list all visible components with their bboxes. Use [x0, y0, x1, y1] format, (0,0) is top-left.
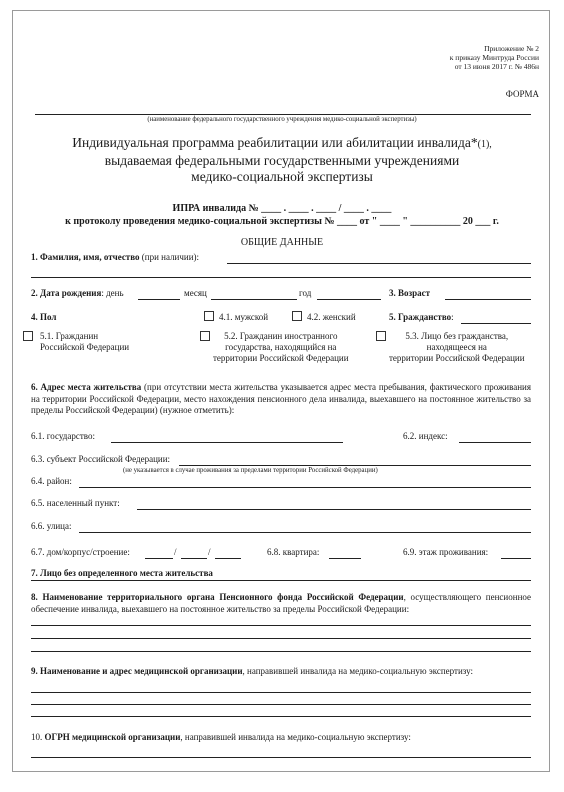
form-label: ФОРМА [505, 89, 539, 99]
region-caption: (не указывается в случае проживания за пределами территории Российской Федерации) [123, 467, 378, 474]
medical-org-field-1[interactable] [31, 692, 531, 693]
institution-line[interactable] [35, 114, 531, 115]
apartment-field[interactable] [329, 558, 361, 559]
birth-year-label: год [299, 288, 312, 298]
ipra-number: ИПРА инвалида № ____ . ____ . ____ / ____ . ____ [172, 203, 392, 214]
citizen-rf-checkbox[interactable] [23, 331, 33, 341]
stateless-label: 5.3. Лицо без гражданства, находящееся на территории Российской Федерации [389, 331, 525, 363]
field-7-label: 7. Лицо без определенного места жительства [31, 568, 213, 578]
foreign-citizen-label: 5.2. Гражданин иностранного государства, находящийся на территории Российской Федерации [213, 331, 349, 363]
pension-fund-field-2[interactable] [31, 638, 531, 639]
field-5-label: 5. Гражданство: [389, 312, 454, 322]
female-checkbox[interactable] [292, 311, 302, 321]
house-label: 6.7. дом/корпус/строение: [31, 547, 130, 557]
postcode-label: 6.2. индекс: [403, 431, 448, 441]
ogrn-field[interactable] [31, 757, 531, 758]
house-field[interactable] [145, 558, 173, 559]
citizenship-field[interactable] [461, 323, 531, 324]
pension-fund-field-3[interactable] [31, 651, 531, 652]
section-heading: ОБЩИЕ ДАННЫЕ [240, 237, 324, 248]
house-sep-2: / [208, 547, 211, 557]
house-sep-1: / [174, 547, 177, 557]
document-title [13, 135, 550, 185]
appendix-line-1: Приложение № 2 [484, 44, 539, 53]
no-fixed-address-field[interactable] [31, 580, 531, 581]
locality-field[interactable] [137, 509, 531, 510]
protocol-line: к протоколу проведения медико-социальной экспертизы № ____ от " ____ " __________ 20 ___ г. [65, 216, 499, 227]
field-2-label: 2. Дата рождения: день [31, 288, 124, 298]
appendix-note [450, 44, 539, 71]
title-line-1: Индивидуальная программа реабилитации или абилитации инвалида* [72, 135, 478, 150]
birth-month-field[interactable] [211, 299, 297, 300]
country-label: 6.1. государство: [31, 431, 95, 441]
pension-fund-field-1[interactable] [31, 625, 531, 626]
title-line-3: медико-социальной экспертизы [191, 169, 373, 184]
male-label: 4.1. мужской [219, 312, 269, 322]
district-label: 6.4. район: [31, 476, 72, 486]
district-field[interactable] [79, 487, 531, 488]
postcode-field[interactable] [459, 442, 531, 443]
female-label: 4.2. женский [307, 312, 356, 322]
floor-field[interactable] [501, 558, 531, 559]
structure-field[interactable] [215, 558, 241, 559]
region-field[interactable] [179, 465, 531, 466]
age-field[interactable] [445, 299, 531, 300]
citizen-rf-label: 5.1. Гражданин Российской Федерации [40, 331, 130, 352]
medical-org-field-2[interactable] [31, 704, 531, 705]
floor-label: 6.9. этаж проживания: [403, 547, 489, 557]
title-footnote: (1), [477, 139, 492, 150]
field-6-paragraph: 6. Адрес места жительства (при отсутствии места жительства указывается адрес места пребывания, фактического проживания на территории Российской Федерации, место нахождения пенсионного дела инвалида, выехавшего на постоянное жительство за пределы Российской Федерации) (нужное отметить): [31, 382, 531, 415]
medical-org-field-3[interactable] [31, 716, 531, 717]
field-10-label: 10. ОГРН медицинской организации, направившей инвалида на медико-социальную экспертизу: [31, 732, 411, 742]
form-page [12, 10, 550, 772]
street-label: 6.6. улица: [31, 521, 72, 531]
building-field[interactable] [181, 558, 207, 559]
field-4-label: 4. Пол [31, 312, 57, 322]
birth-month-label: месяц [184, 288, 207, 298]
country-field[interactable] [111, 442, 343, 443]
birth-year-field[interactable] [317, 299, 381, 300]
foreign-citizen-checkbox[interactable] [200, 331, 210, 341]
field-1-label: 1. Фамилия, имя, отчество (при наличии): [31, 252, 200, 262]
apartment-label: 6.8. квартира: [267, 547, 320, 557]
street-field[interactable] [79, 532, 531, 533]
full-name-field-line-2[interactable] [31, 277, 531, 278]
region-label: 6.3. субъект Российской Федерации: [31, 454, 171, 464]
appendix-line-3: от 13 июня 2017 г. № 486н [454, 62, 539, 71]
locality-label: 6.5. населенный пункт: [31, 498, 120, 508]
stateless-checkbox[interactable] [376, 331, 386, 341]
male-checkbox[interactable] [204, 311, 214, 321]
appendix-line-2: к приказу Минтруда России [449, 53, 539, 62]
full-name-field[interactable] [227, 263, 531, 264]
field-9-paragraph: 9. Наименование и адрес медицинской организации, направившей инвалида на медико-социальную экспертизу: [31, 666, 474, 676]
institution-caption: (наименование федерального государственного учреждения медико-социальной экспертизы) [147, 116, 417, 123]
title-line-2: выдаваемая федеральными государственными учреждениями [104, 153, 460, 168]
field-3-label: 3. Возраст [389, 288, 431, 298]
birth-day-field[interactable] [138, 299, 180, 300]
field-8-paragraph: 8. Наименование территориального органа Пенсионного фонда Российской Федерации, осуществляющего пенсионное обеспечение инвалида, выехавшего на постоянное жительство за пределы Российской Федерации: [31, 592, 531, 614]
